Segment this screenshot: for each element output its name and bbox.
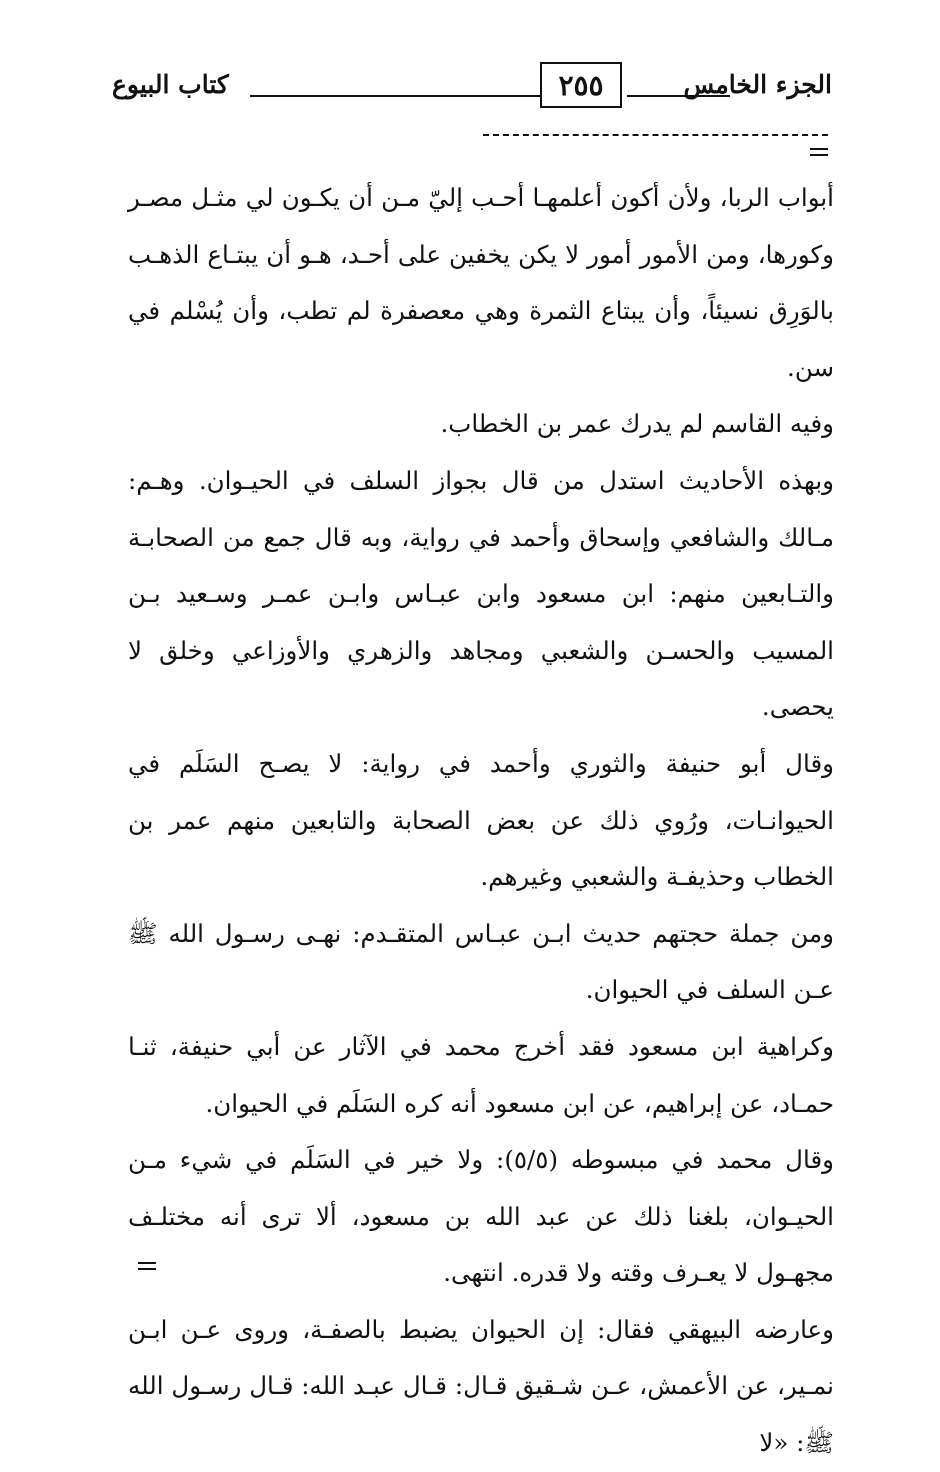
paragraph: وقال أبو حنيفة والثوري وأحمد في رواية: لا يصـح السَلَم في الحيوانـات، ورُوي ذلك عن بعض الصحابة والتابعين منهم عمر بن الخطاب وحذيفـة والشعبي وغيرهم. (128, 748, 834, 892)
paragraph: أبواب الربا، ولأن أكون أعلمهـا أحـب إليّ مـن أن يكـون لي مثـل مصـر وكورها، ومن الأمور أمور لا يكن يخفين على أحـد، هـو أن يبتـاع الذهـب بالوَرِق نسيئاً، وأن يبتاع الثمرة وهي معصفرة لم تطب، وأن يُسْلم في سن. (128, 183, 834, 382)
continuation-mark-top (810, 148, 828, 156)
paragraph: وعارضه البيهقي فقال: إن الحيوان يضبط بالصفـة، وروى عـن ابـن نمـير، عن الأعمش، عـن شـقيق قـال: قـال عبـد الله: قـال رسـول الله ﷺ: «لا (128, 1314, 834, 1458)
page-number: ٢٥٥ (558, 68, 604, 102)
part-title: الجزء الخامس (683, 70, 832, 99)
header-dashed-divider (483, 134, 828, 136)
paragraph: وفيه القاسم لم يدرك عمر بن الخطاب. (440, 409, 834, 439)
header-rule-right (627, 95, 730, 97)
paragraph: وقال محمد في مبسوطه (٥/٥): ولا خير في السَلَم في شيء مـن الحيـوان، بلغنا ذلك عن عبد الله بن مسعود، ألا ترى أنه مختلـف مجهـول لا يعـرف وقته ولا قدره. انتهى. (128, 1145, 834, 1288)
continuation-mark-bottom (138, 1262, 156, 1270)
paragraph: وكراهية ابن مسعود فقد أخرج محمد في الآثار عن أبي حنيفة، ثنـا حمـاد، عن إبراهيم، عن ابن مسعود أنه كره السَلَم في الحيوان. (128, 1031, 834, 1118)
header-rule-left (250, 95, 540, 97)
page-number-box (540, 62, 622, 108)
paragraph: ومن جملة حجتهم حديث ابـن عبـاس المتقـدم: نهـى رسـول الله ﷺ عـن السلف في الحيوان. (128, 918, 834, 1005)
page-header (112, 60, 832, 114)
page-body (128, 170, 834, 1472)
book-title: كتاب البيوع (112, 70, 229, 99)
paragraph: وبهذه الأحاديث استدل من قال بجواز السلف في الحيـوان. وهـم: مـالك والشافعي وإسحاق وأحمد في رواية، وبه قال جمع من الصحابـة والتـابعين منهم: ابن مسعود وابن عبـاس وابـن عمـر وسـعيد بـن المسيب والحسـن والشعبي ومجاهد والزهري والأوزاعي وخلق لا يحصى. (128, 465, 834, 722)
